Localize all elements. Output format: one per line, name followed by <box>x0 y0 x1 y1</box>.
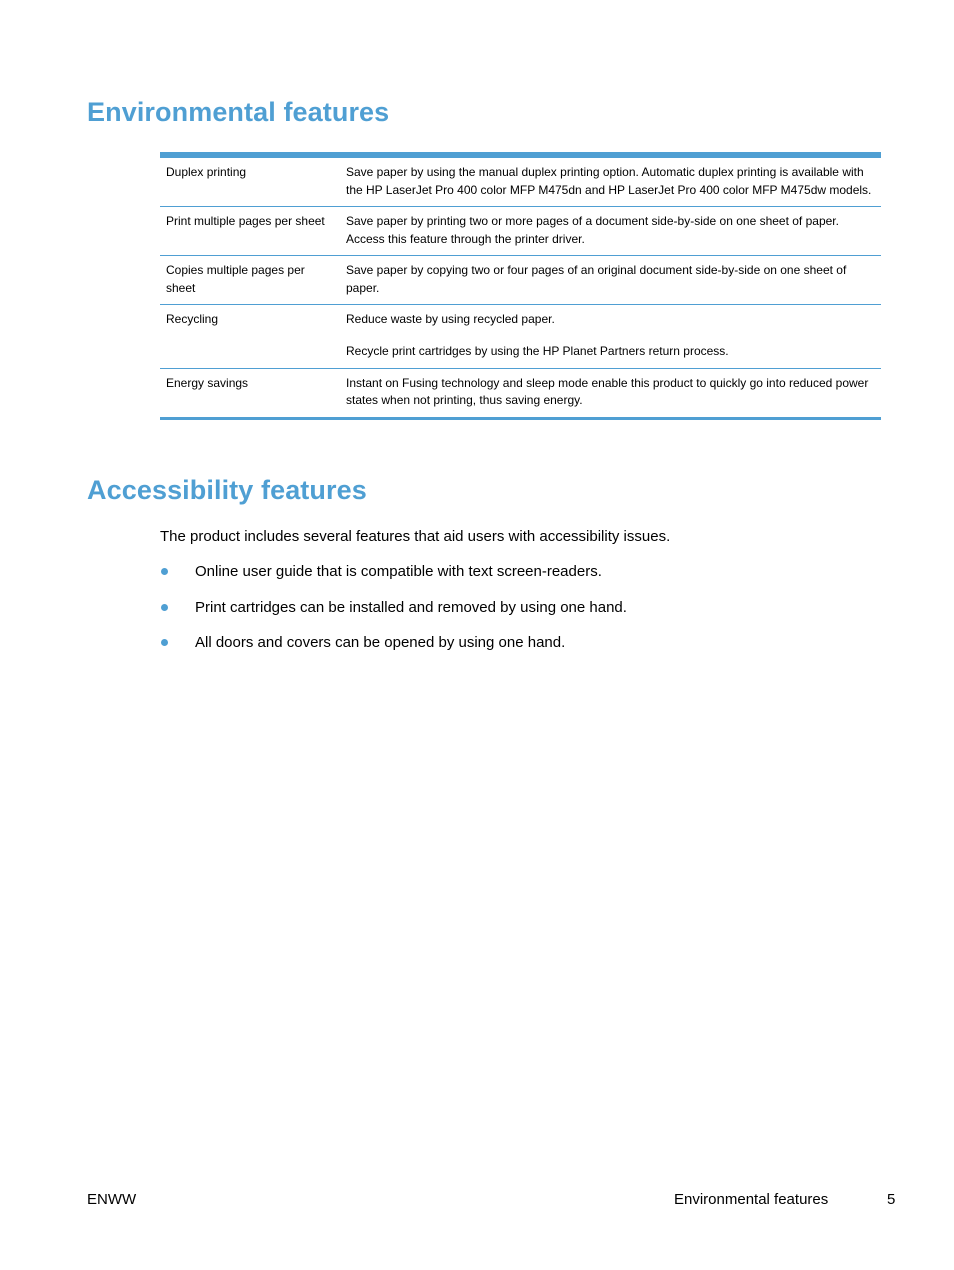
description-paragraph: Save paper by using the manual duplex printing option. Automatic duplex printing is available with the HP LaserJet Pro 400 color MFP M475dn and HP LaserJet Pro 400 color MFP M475dw models. <box>346 165 872 197</box>
feature-description <box>340 158 881 206</box>
feature-description <box>340 256 881 304</box>
feature-description <box>340 305 881 368</box>
list-item <box>160 599 627 635</box>
table-row <box>160 158 881 206</box>
description-paragraph: Save paper by printing two or more pages of a document side-by-side on one sheet of paper. Access this feature through the printer driver. <box>346 214 839 246</box>
feature-name: Duplex printing <box>166 165 247 179</box>
list-item <box>160 563 627 599</box>
bullet-icon <box>161 604 168 611</box>
list-item-text: All doors and covers can be opened by using one hand. <box>195 634 566 651</box>
footer-page-number: 5 <box>887 1191 896 1208</box>
description-paragraph: Reduce waste by using recycled paper. <box>346 312 555 326</box>
feature-name: Copies multiple pages per sheet <box>166 263 305 295</box>
feature-name: Print multiple pages per sheet <box>166 214 325 228</box>
accessibility-intro: The product includes several features that aid users with accessibility issues. <box>160 528 671 545</box>
feature-description <box>340 207 881 255</box>
accessibility-features-heading: Accessibility features <box>87 475 367 505</box>
bullet-icon <box>161 639 168 646</box>
description-paragraph: Instant on Fusing technology and sleep mode enable this product to quickly go into reduced power states when not printing, thus saving energy. <box>346 375 869 407</box>
footer-doc-code: ENWW <box>87 1191 137 1208</box>
accessibility-bullet-list <box>160 563 627 670</box>
environmental-features-table <box>160 152 881 420</box>
bullet-icon <box>161 568 168 575</box>
table-row <box>160 255 881 304</box>
table-row <box>160 304 881 368</box>
list-item <box>160 634 627 670</box>
feature-name: Energy savings <box>166 375 249 390</box>
feature-name: Recycling <box>166 312 219 326</box>
list-item-text: Online user guide that is compatible with text screen-readers. <box>195 563 602 580</box>
footer-section-title: Environmental features <box>674 1191 829 1208</box>
description-paragraph: Recycle print cartridges by using the HP Planet Partners return process. <box>346 344 729 358</box>
feature-description <box>340 369 881 417</box>
list-item-text: Print cartridges can be installed and removed by using one hand. <box>195 598 627 616</box>
table-row <box>160 368 881 417</box>
environmental-features-heading: Environmental features <box>87 97 390 127</box>
table-row <box>160 206 881 255</box>
description-paragraph: Save paper by copying two or four pages of an original document side-by-side on one sheet of paper. <box>346 263 847 295</box>
